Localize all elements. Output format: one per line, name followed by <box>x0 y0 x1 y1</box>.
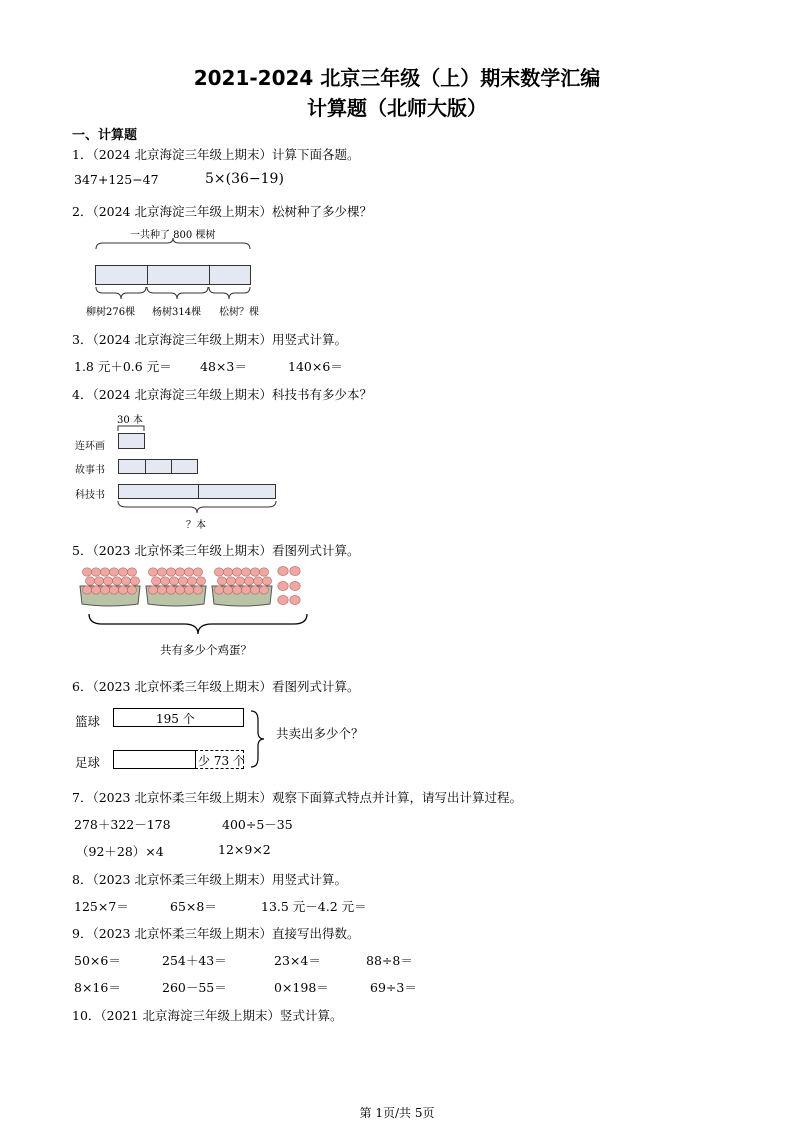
q3-expr-3: 140×6＝ <box>288 359 343 374</box>
loose-egg <box>278 566 288 575</box>
q8-stem: 8．（2023 北京怀柔三年级上期末）用竖式计算。 <box>72 872 347 887</box>
q7-expr-1: 278＋322－178 <box>74 817 171 832</box>
q7-expr-4: 12×9×2 <box>218 842 271 857</box>
q5-stem: 5．（2023 北京怀柔三年级上期末）看图列式计算。 <box>72 543 360 558</box>
egg <box>175 568 184 576</box>
q4-stories-bar <box>118 459 198 474</box>
egg <box>169 577 178 585</box>
egg <box>118 586 127 594</box>
egg <box>118 568 127 576</box>
q4-row-science: 科技书 <box>75 490 105 501</box>
egg <box>175 586 184 594</box>
egg <box>91 568 100 576</box>
egg <box>253 577 262 585</box>
egg <box>82 568 91 576</box>
q2-label-pine: 松树？棵 <box>219 307 259 318</box>
q4-unit-label: 30 本 <box>117 415 143 426</box>
loose-egg <box>278 581 288 590</box>
q2-brace-bottom <box>95 287 255 301</box>
q3-expr-1: 1.8 元＋0.6 元＝ <box>74 359 172 374</box>
egg <box>226 577 235 585</box>
doc-subtitle: 计算题（北师大版） <box>307 96 487 120</box>
q1-expr-1: 347+125−47 <box>74 172 159 187</box>
q9-row1-expr-4: 88÷8＝ <box>366 953 413 968</box>
q4-question: ？本 <box>186 520 206 531</box>
egg <box>109 586 118 594</box>
egg <box>103 577 112 585</box>
q4-row-comics: 连环画 <box>75 441 105 452</box>
q6-basketball-bar <box>113 708 244 727</box>
egg <box>100 568 109 576</box>
egg <box>223 586 232 594</box>
egg <box>160 577 169 585</box>
egg <box>250 568 259 576</box>
q8-expr-2: 65×8＝ <box>170 899 217 914</box>
egg <box>127 586 136 594</box>
q9-row1-expr-2: 254＋43＝ <box>162 953 227 968</box>
q10-stem: 10．（2021 北京海淀三年级上期末）竖式计算。 <box>72 1008 343 1023</box>
q4-stem: 4．（2024 北京海淀三年级上期末）科技书有多少本？ <box>72 387 372 402</box>
q9-row2-expr-1: 8×16＝ <box>74 980 121 995</box>
egg <box>232 586 241 594</box>
section-heading: 一、计算题 <box>72 128 138 143</box>
q5-egg-figure <box>78 564 318 612</box>
q5-brace <box>88 612 310 636</box>
egg <box>109 568 118 576</box>
egg <box>130 577 139 585</box>
q4-science-bar <box>118 484 276 499</box>
page-footer: 第 1页/共 5页 <box>359 1106 435 1120</box>
egg <box>232 568 241 576</box>
q9-row2-expr-2: 260－55＝ <box>162 980 227 995</box>
q1-expr-2: 5×(36−19) <box>205 171 284 187</box>
q8-expr-3: 13.5 元－4.2 元＝ <box>261 899 367 914</box>
q2-total-label: 一共种了 800 棵树 <box>130 230 216 241</box>
egg <box>196 577 205 585</box>
q9-row2-expr-3: 0×198＝ <box>274 980 329 995</box>
loose-egg <box>278 595 288 604</box>
egg <box>241 568 250 576</box>
q5-question: 共有多少个鸡蛋？ <box>160 643 252 657</box>
egg <box>148 586 157 594</box>
egg <box>259 586 268 594</box>
q6-brace <box>250 710 266 770</box>
q9-stem: 9．（2023 北京怀柔三年级上期末）直接写出得数。 <box>72 926 360 941</box>
q2-label-willow: 柳树276棵 <box>86 307 136 318</box>
q3-stem: 3．（2024 北京海淀三年级上期末）用竖式计算。 <box>72 332 347 347</box>
egg <box>91 586 100 594</box>
q6-row-basketball: 篮球 <box>75 714 101 729</box>
q7-stem: 7．（2023 北京怀柔三年级上期末）观察下面算式特点并计算，请写出计算过程。 <box>72 790 522 805</box>
q9-row2-expr-4: 69÷3＝ <box>370 980 417 995</box>
egg <box>244 577 253 585</box>
q6-basketball-value: 195 个 <box>156 712 195 726</box>
egg <box>148 568 157 576</box>
q9-row1-expr-1: 50×6＝ <box>74 953 121 968</box>
q7-expr-3: （92＋28）×4 <box>76 844 164 859</box>
egg <box>157 586 166 594</box>
q6-football-bar <box>113 750 196 769</box>
egg <box>262 577 271 585</box>
q6-stem: 6．（2023 北京怀柔三年级上期末）看图列式计算。 <box>72 679 360 694</box>
egg <box>259 568 268 576</box>
q3-expr-2: 48×3＝ <box>200 359 247 374</box>
egg <box>100 586 109 594</box>
q2-label-poplar: 杨树314棵 <box>152 307 202 318</box>
loose-egg <box>290 566 300 575</box>
egg <box>193 568 202 576</box>
loose-egg <box>290 595 300 604</box>
egg <box>214 568 223 576</box>
q6-row-football: 足球 <box>75 755 101 770</box>
egg <box>214 586 223 594</box>
q4-science-brace <box>118 501 278 515</box>
egg <box>94 577 103 585</box>
egg <box>151 577 160 585</box>
egg <box>217 577 226 585</box>
doc-title: 2021-2024 北京三年级（上）期末数学汇编 <box>193 66 601 90</box>
loose-egg <box>290 581 300 590</box>
q9-row1-expr-3: 23×4＝ <box>274 953 321 968</box>
q1-stem: 1．（2024 北京海淀三年级上期末）计算下面各题。 <box>72 147 360 162</box>
q7-expr-2: 400÷5－35 <box>222 817 293 832</box>
q6-question: 共卖出多少个？ <box>276 726 364 741</box>
q2-stem: 2．（2024 北京海淀三年级上期末）松树种了多少棵？ <box>72 204 372 219</box>
egg <box>184 568 193 576</box>
q4-unit-brace <box>118 424 148 432</box>
egg <box>166 586 175 594</box>
q6-difference-label: 少 73 个 <box>198 754 245 768</box>
egg <box>193 586 202 594</box>
egg <box>235 577 244 585</box>
egg <box>112 577 121 585</box>
q8-expr-1: 125×7＝ <box>74 899 129 914</box>
egg <box>187 577 196 585</box>
q6-difference-box <box>195 750 244 769</box>
egg <box>127 568 136 576</box>
egg <box>166 568 175 576</box>
egg <box>85 577 94 585</box>
q4-row-stories: 故事书 <box>75 465 105 476</box>
egg <box>121 577 130 585</box>
egg <box>157 568 166 576</box>
egg <box>241 586 250 594</box>
egg <box>184 586 193 594</box>
egg <box>250 586 259 594</box>
egg <box>82 586 91 594</box>
q4-comics-bar <box>118 433 145 449</box>
egg <box>223 568 232 576</box>
egg <box>178 577 187 585</box>
q2-tree-bar <box>95 265 251 285</box>
